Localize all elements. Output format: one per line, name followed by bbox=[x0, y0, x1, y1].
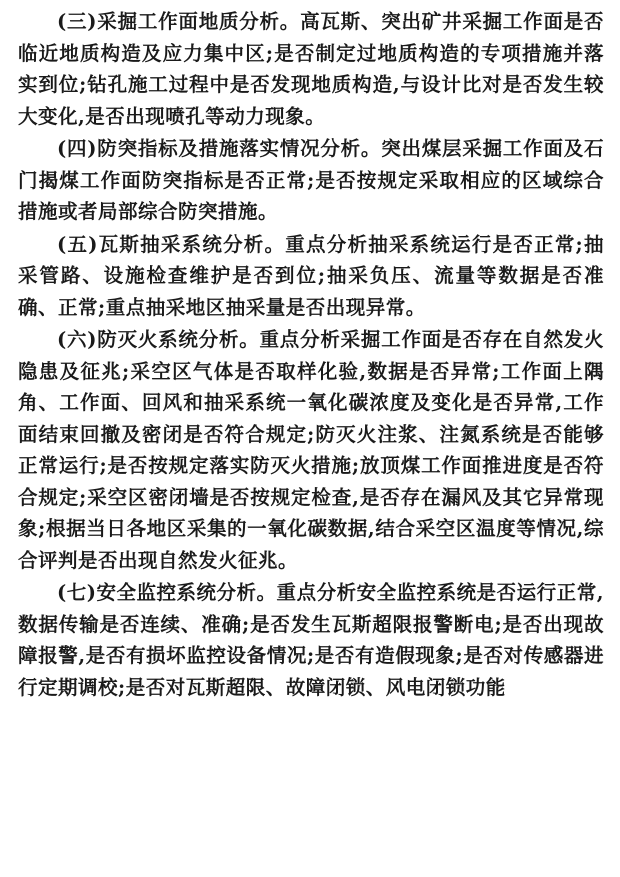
paragraph-outburst-prevention: (四)防突指标及措施落实情况分析。突出煤层采掘工作面及石门揭煤工作面防突指标是否正常;是否按规定采取相应的区域综合措施或者局部综合防突措施。 bbox=[18, 137, 604, 223]
document-page bbox=[18, 6, 604, 704]
paragraph-geology-analysis: (三)采掘工作面地质分析。高瓦斯、突出矿井采掘工作面是否临近地质构造及应力集中区;是否制定过地质构造的专项措施并落实到位;钻孔施工过程中是否发现地质构造,与设计比对是否发生较大变化,是否出现喷孔等动力现象。 bbox=[18, 10, 604, 128]
paragraph-gas-drainage: (五)瓦斯抽采系统分析。重点分析抽采系统运行是否正常;抽采管路、设施检查维护是否到位;抽采负压、流量等数据是否准确、正常;重点抽采地区抽采量是否出现异常。 bbox=[18, 232, 604, 319]
paragraph-fire-prevention: (六)防灭火系统分析。重点分析采掘工作面是否存在自然发火隐患及征兆;采空区气体是否取样化验,数据是否异常;工作面上隅角、工作面、回风和抽采系统一氧化碳浓度及变化是否异常,工作面结束回撤及密闭是否符合规定;防灭火注浆、注氮系统是否能够正常运行;是否按规定落实防灭火措施;放顶煤工作面推进度是否符合规定;采空区密闭墙是否按规定检查,是否存在漏风及其它异常现象;根据当日各地区采集的一氧化碳数据,结合采空区温度等情况,综合评判是否出现自然发火征兆。 bbox=[18, 328, 604, 572]
paragraph-safety-monitoring: (七)安全监控系统分析。重点分析安全监控系统是否运行正常,数据传输是否连续、准确;是否发生瓦斯超限报警断电;是否出现故障报警,是否有损坏监控设备情况;是否有造假现象;是否对传感器进行定期调校;是否对瓦斯超限、故障闭锁、风电闭锁功能 bbox=[18, 581, 604, 699]
